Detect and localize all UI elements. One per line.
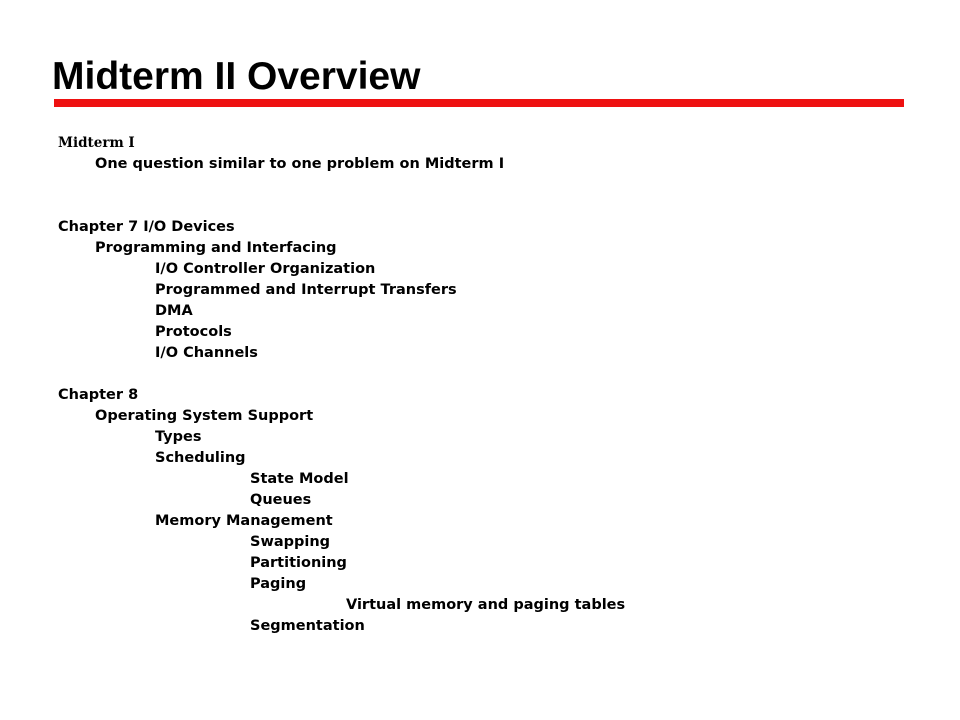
chapter7-subtopic: Programmed and Interrupt Transfers: [155, 282, 457, 298]
chapter7-subtopic: Protocols: [155, 324, 232, 340]
memory-swapping: Swapping: [250, 534, 331, 550]
paging-detail: Virtual memory and paging tables: [346, 597, 626, 613]
chapter7-topic: Programming and Interfacing: [95, 240, 337, 256]
chapter8-memory-management: Memory Management: [155, 513, 333, 529]
spacer: [58, 364, 918, 385]
outline-list: [58, 133, 918, 637]
chapter8-heading: Chapter 8: [58, 387, 139, 403]
memory-paging: Paging: [250, 576, 307, 592]
chapter7-heading: Chapter 7 I/O Devices: [58, 219, 235, 235]
memory-segmentation: Segmentation: [250, 618, 365, 634]
chapter7-subtopic: I/O Controller Organization: [155, 261, 376, 277]
scheduling-item: Queues: [250, 492, 312, 508]
scheduling-item: State Model: [250, 471, 349, 487]
spacer: [58, 196, 918, 217]
chapter8-types: Types: [155, 429, 202, 445]
memory-partitioning: Partitioning: [250, 555, 347, 571]
chapter7-subtopic: I/O Channels: [155, 345, 258, 361]
title-underline: [54, 99, 904, 107]
midterm1-heading: Midterm I: [58, 135, 135, 151]
chapter7-subtopic: DMA: [155, 303, 193, 319]
chapter8-scheduling: Scheduling: [155, 450, 246, 466]
midterm1-item: One question similar to one problem on Midterm I: [95, 156, 505, 172]
spacer: [58, 175, 918, 196]
slide-title: Midterm II Overview: [52, 55, 421, 98]
chapter8-topic: Operating System Support: [95, 408, 314, 424]
